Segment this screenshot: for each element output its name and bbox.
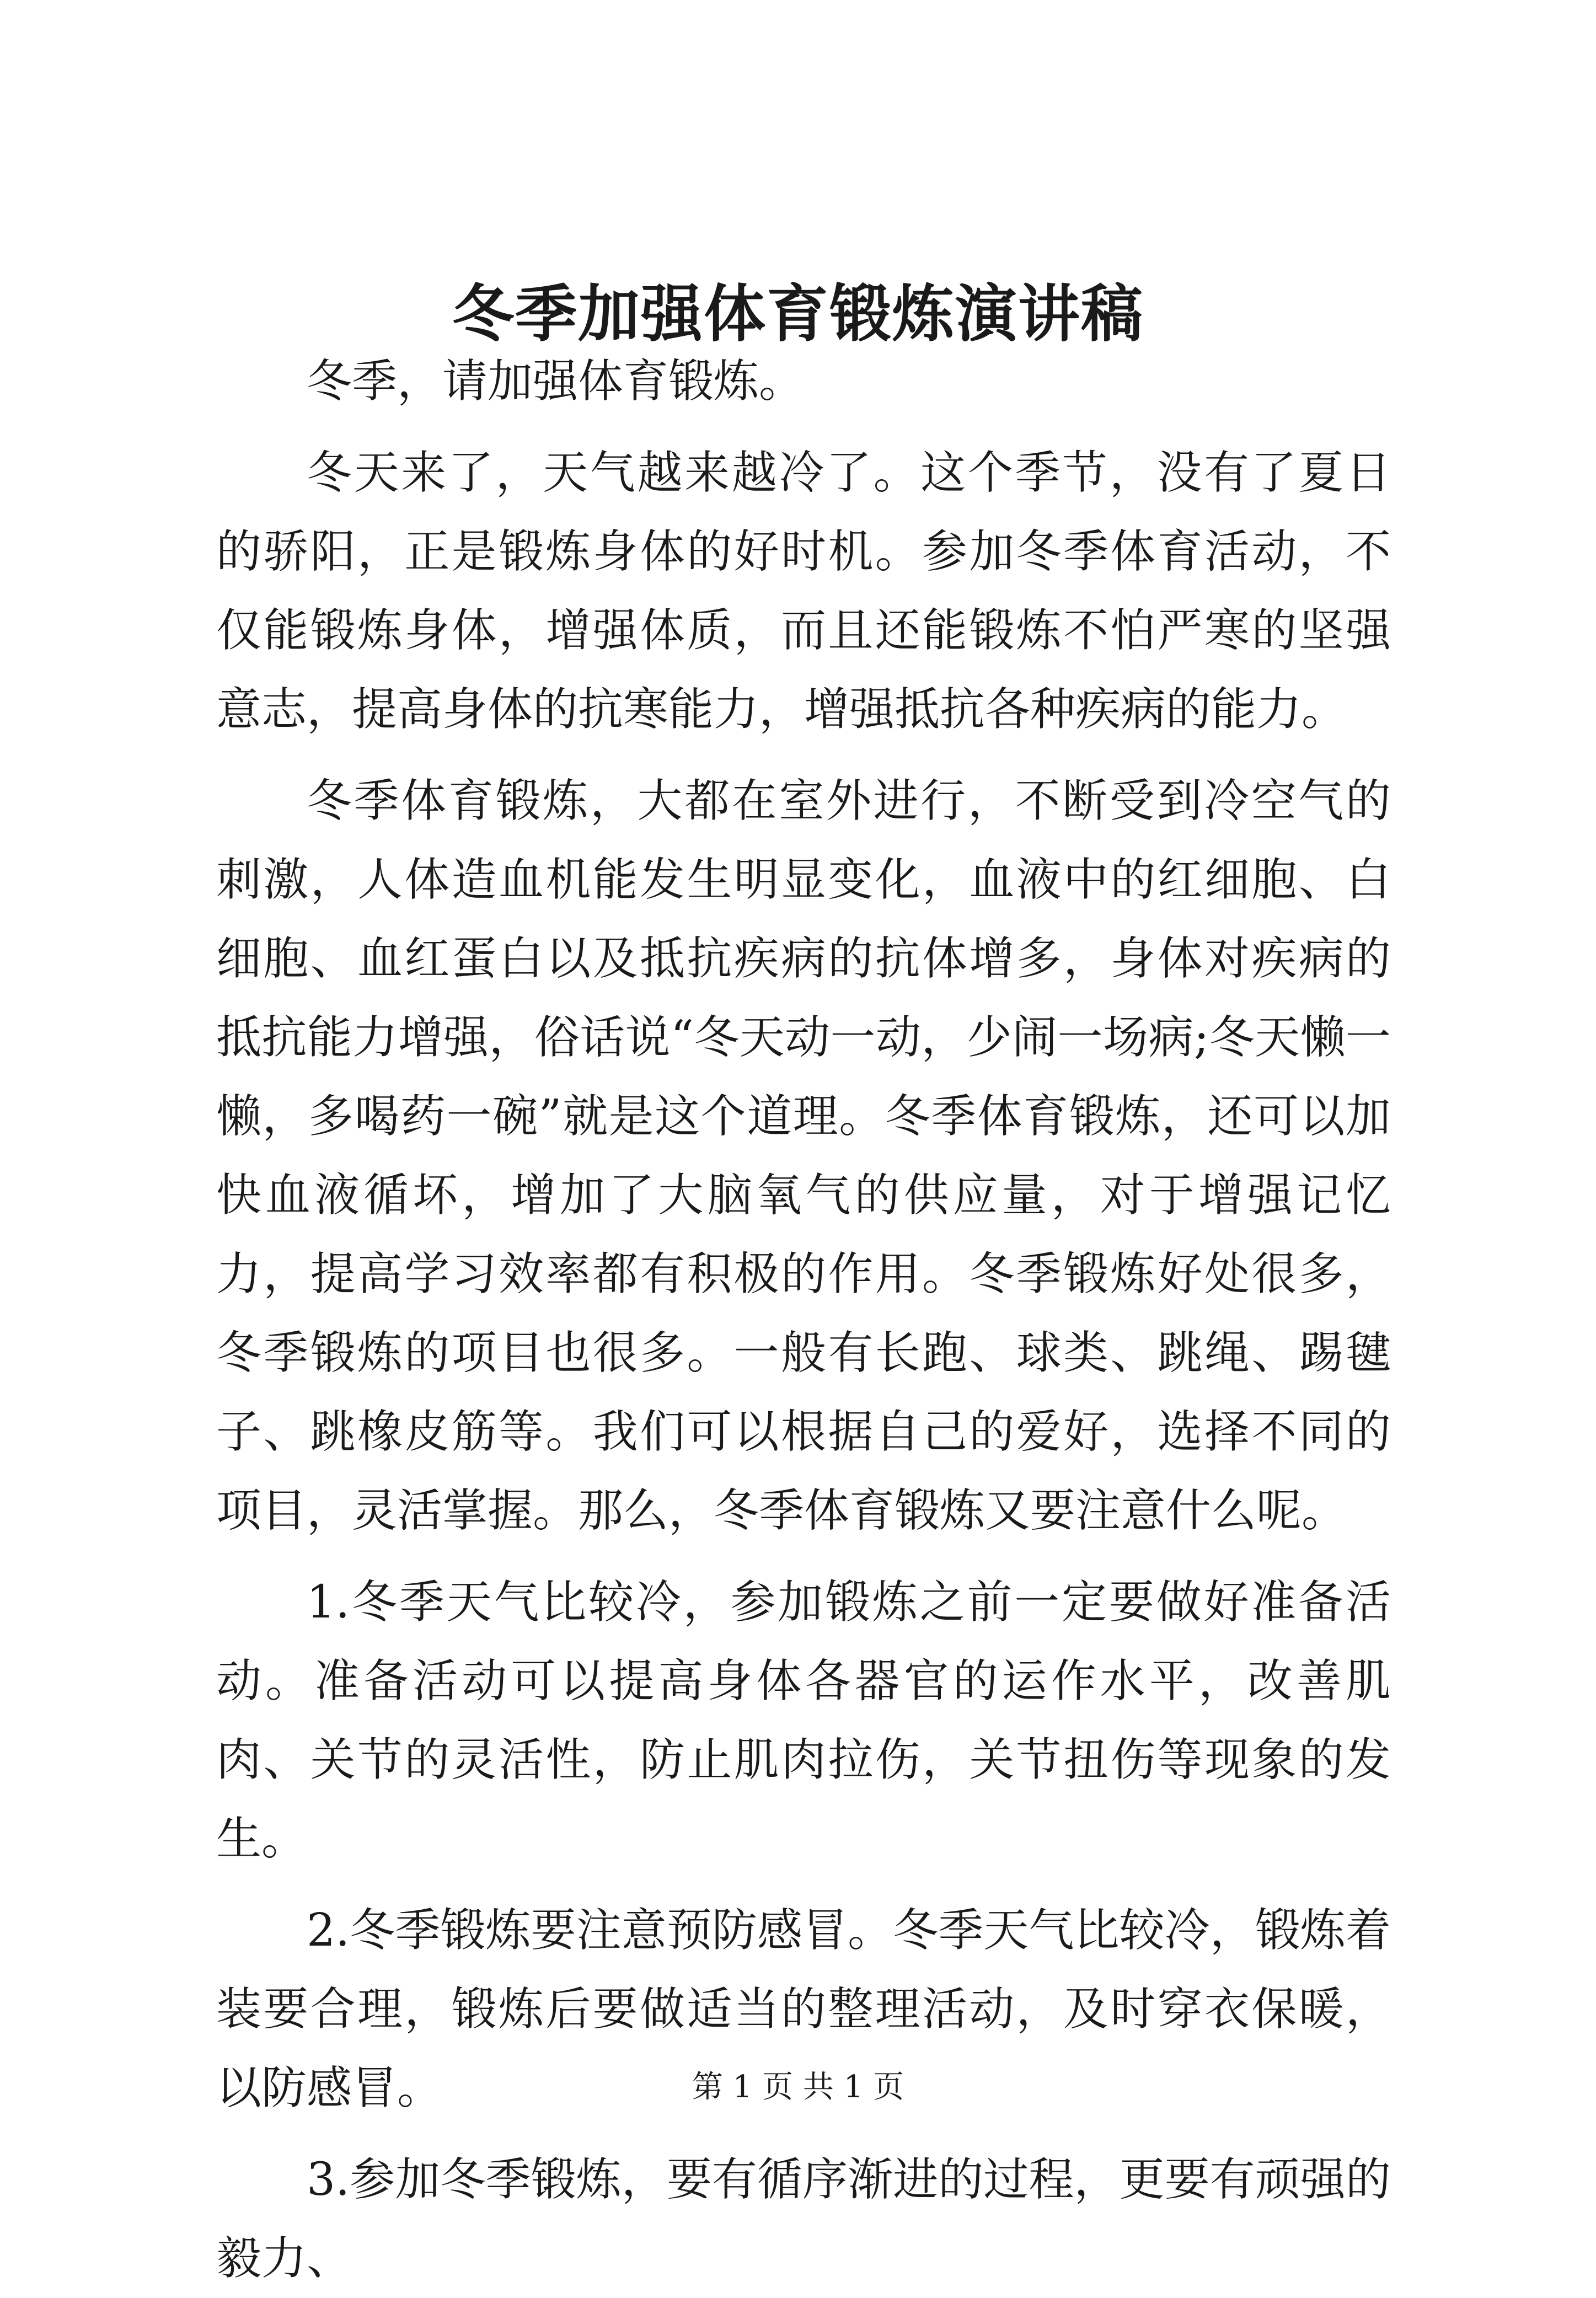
paragraph: 1.冬季天气比较冷，参加锻炼之前一定要做好准备活动。准备活动可以提高身体各器官的运作水平，改善肌肉、关节的灵活性，防止肌肉拉伤，关节扭伤等现象的发生。 [216, 1576, 1391, 1865]
paragraph: 3.参加冬季锻炼，要有循序渐进的过程，更要有顽强的毅力、 [216, 2154, 1391, 2285]
paragraph: 2.冬季锻炼要注意预防感冒。冬季天气比较冷，锻炼着装要合理，锻炼后要做适当的整理活动，及时穿衣保暖，以防感冒。 [216, 1904, 1391, 2114]
document-body [216, 342, 1391, 2298]
paragraph: 冬季体育锻炼，大都在室外进行，不断受到冷空气的刺激，人体造血机能发生明显变化，血液中的红细胞、白细胞、血红蛋白以及抵抗疾病的抗体增多，身体对疾病的抵抗能力增强，俗话说“冬天动一动，少闹一场病;冬天懒一懒，多喝药一碗”就是这个道理。冬季体育锻炼，还可以加快血液循坏，增加了大脑氧气的供应量，对于增强记忆力，提高学习效率都有积极的作用。冬季锻炼好处很多，冬季锻炼的项目也很多。一般有长跑、球类、跳绳、踢毽子、跳橡皮筋等。我们可以根据自己的爱好，选择不同的项目，灵活掌握。那么，冬季体育锻炼又要注意什么呢。 [216, 775, 1391, 1537]
paragraph: 冬季，请加强体育锻炼。 [307, 355, 805, 408]
page-footer: 第 1 页 共 1 页 [692, 2069, 904, 2105]
paragraph: 冬天来了，天气越来越冷了。这个季节，没有了夏日的骄阳，正是锻炼身体的好时机。参加冬季体育活动，不仅能锻炼身体，增强体质，而且还能锻炼不怕严寒的坚强意志，提高身体的抗寒能力，增强抵抗各种疾病的能力。 [216, 447, 1391, 736]
document-title: 冬季加强体育锻炼演讲稿 [452, 278, 1144, 350]
